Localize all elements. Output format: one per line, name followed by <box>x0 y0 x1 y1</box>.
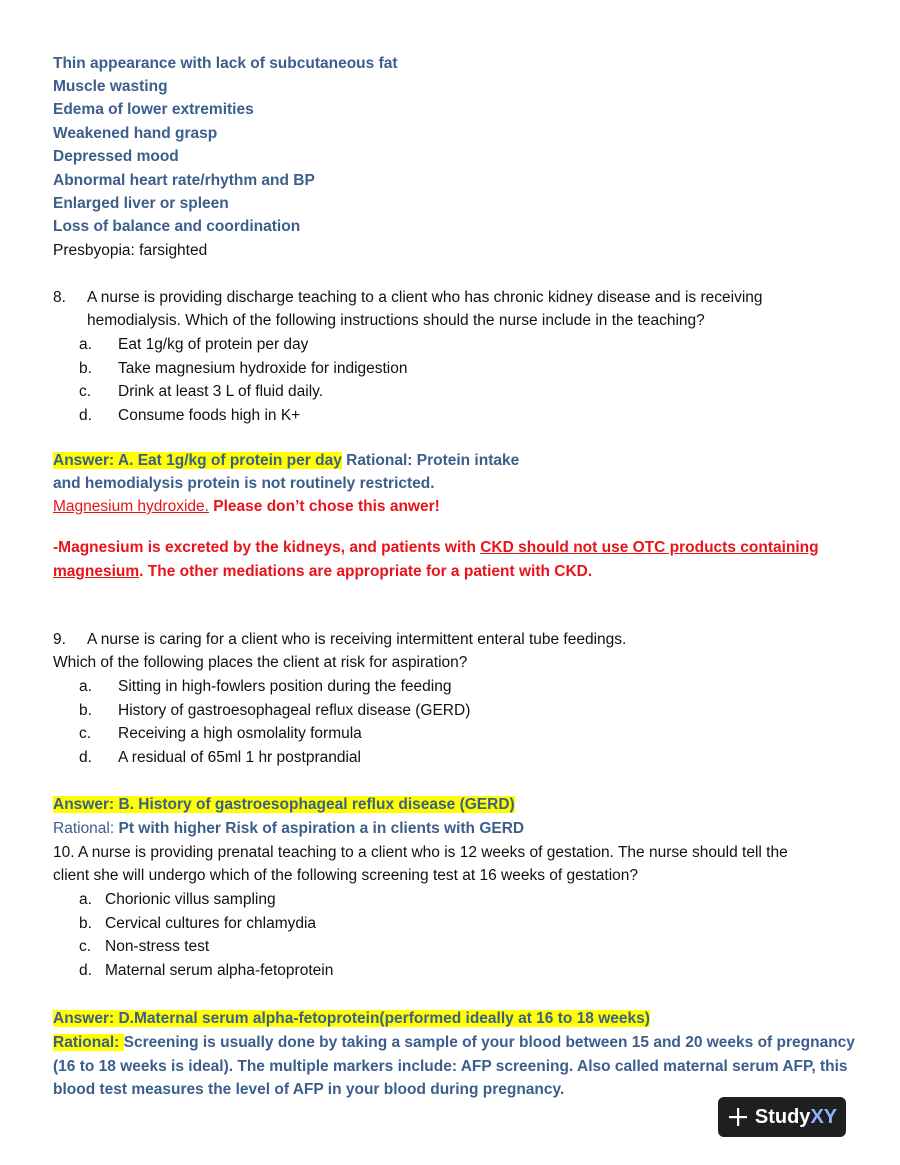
logo-text <box>755 1106 837 1129</box>
option-text: Non-stress test <box>105 938 210 955</box>
note-line <box>53 538 819 558</box>
rational-label: Rational: <box>53 1034 124 1051</box>
symptom-item: Thin appearance with lack of subcutaneous fat <box>53 55 398 72</box>
option-text: Take magnesium hydroxide for indigestion <box>118 360 408 377</box>
logo-main: Study <box>754 1105 811 1128</box>
note-text: . The other mediations are appropriate for a patient with CKD. <box>139 563 593 580</box>
option-letter: a. <box>79 891 92 908</box>
rational-line <box>53 1033 855 1053</box>
warning-text: Please don’t chose this anwer! <box>208 498 440 515</box>
note-underlined: magnesium <box>53 563 140 580</box>
option-letter: a. <box>79 678 92 695</box>
answer-line <box>53 451 519 471</box>
symptom-item: Enlarged liver or spleen <box>53 195 229 212</box>
presbyopia-note: Presbyopia: farsighted <box>53 242 208 259</box>
answer-highlight: Answer: D.Maternal serum alpha-fetoprotein(performed ideally at 16 to 18 weeks) <box>53 1010 650 1027</box>
question-text: 10. A nurse is providing prenatal teaching to a client who is 12 weeks of gestation. The nurse should tell the <box>53 844 788 861</box>
rational-text: Pt with higher Risk of aspiration a in clients with GERD <box>118 820 525 837</box>
note-line <box>53 562 592 582</box>
symptom-item: Depressed mood <box>53 148 179 165</box>
option-text: Sitting in high-fowlers position during the feeding <box>118 678 452 695</box>
question-text: hemodialysis. Which of the following instructions should the nurse include in the teaching? <box>87 312 705 329</box>
note-underlined: CKD should not use OTC products containing <box>480 539 819 556</box>
question-text: A nurse is providing discharge teaching to a client who has chronic kidney disease and is receiving <box>87 289 763 306</box>
plus-icon <box>727 1106 749 1128</box>
question-text: Which of the following places the client at risk for aspiration? <box>53 654 468 671</box>
note-text: -Magnesium is excreted by the kidneys, and patients with <box>53 539 481 556</box>
option-letter: b. <box>79 702 92 719</box>
question-number: 8. <box>53 289 66 306</box>
symptom-item: Loss of balance and coordination <box>53 218 301 235</box>
studyxy-logo <box>718 1097 846 1137</box>
option-text: Cervical cultures for chlamydia <box>105 915 317 932</box>
rational-text: blood test measures the level of AFP in your blood during pregnancy. <box>53 1081 565 1098</box>
answer-line <box>53 795 515 815</box>
option-text: Drink at least 3 L of fluid daily. <box>118 383 324 400</box>
option-text: Receiving a high osmolality formula <box>118 725 362 742</box>
magnesium-link: Magnesium hydroxide. <box>53 498 209 515</box>
option-text: History of gastroesophageal reflux disease (GERD) <box>118 702 471 719</box>
option-letter: b. <box>79 915 92 932</box>
question-text: A nurse is caring for a client who is receiving intermittent enteral tube feedings. <box>87 631 627 648</box>
rational-text: Screening is usually done by taking a sample of your blood between 15 and 20 weeks of pregnancy <box>123 1034 855 1051</box>
symptom-item: Weakened hand grasp <box>53 125 218 142</box>
rational-line <box>53 819 524 839</box>
option-text: A residual of 65ml 1 hr postprandial <box>118 749 361 766</box>
logo-accent: XY <box>810 1105 838 1128</box>
symptom-item: Abnormal heart rate/rhythm and BP <box>53 172 315 189</box>
option-letter: d. <box>79 407 92 424</box>
option-text: Chorionic villus sampling <box>105 891 276 908</box>
question-number: 9. <box>53 631 66 648</box>
rational-label: Rational: <box>53 820 119 837</box>
question-text: client she will undergo which of the following screening test at 16 weeks of gestation? <box>53 867 639 884</box>
symptom-item: Muscle wasting <box>53 78 168 95</box>
answer-highlight: Answer: A. Eat 1g/kg of protein per day <box>53 452 342 469</box>
option-text: Maternal serum alpha-fetoprotein <box>105 962 334 979</box>
option-text: Eat 1g/kg of protein per day <box>118 336 309 353</box>
option-letter: d. <box>79 962 92 979</box>
option-letter: c. <box>79 938 92 955</box>
answer-rational: Rational: Protein intake <box>341 452 520 469</box>
warning-line <box>53 497 440 517</box>
option-letter: c. <box>79 383 92 400</box>
option-letter: a. <box>79 336 92 353</box>
rational-text: (16 to 18 weeks is ideal). The multiple markers include: AFP screening. Also called maternal serum AFP, this <box>53 1058 848 1075</box>
option-letter: d. <box>79 749 92 766</box>
answer-highlight: Answer: B. History of gastroesophageal reflux disease (GERD) <box>53 796 515 813</box>
option-letter: b. <box>79 360 92 377</box>
answer-line <box>53 1009 650 1029</box>
symptom-item: Edema of lower extremities <box>53 101 254 118</box>
option-text: Consume foods high in K+ <box>118 407 301 424</box>
option-letter: c. <box>79 725 92 742</box>
answer-rational-line: and hemodialysis protein is not routinely restricted. <box>53 475 435 492</box>
